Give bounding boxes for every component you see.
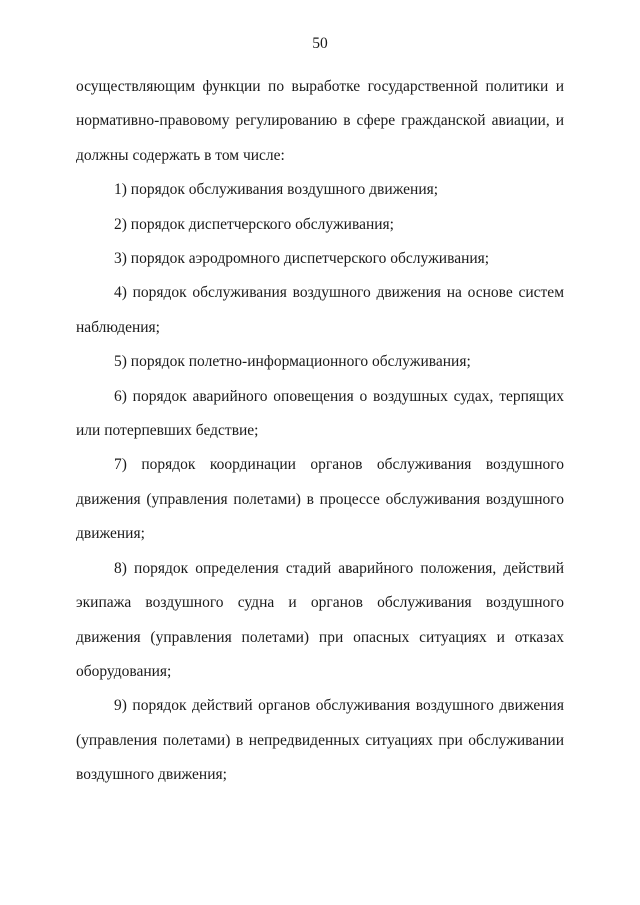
list-item-5: 5) порядок полетно-информационного обслуживания; xyxy=(114,353,471,371)
list-item-4: 4) порядок обслуживания воздушного движения на основе систем наблюдения; xyxy=(76,284,564,336)
list-item-9: 9) порядок действий органов обслуживания воздушного движения (управления полетами) в непредвиденных ситуациях при обслуживании воздушного движения; xyxy=(76,697,564,784)
paragraph-continuation: осуществляющим функции по выработке государственной политики и нормативно-правовому регулированию в сфере гражданской авиации, и должны содержать в том числе: xyxy=(76,78,564,164)
body-text xyxy=(76,70,564,793)
list-item-1: 1) порядок обслуживания воздушного движения; xyxy=(114,181,439,199)
page-number: 50 xyxy=(312,35,328,52)
list-item-2: 2) порядок диспетчерского обслуживания; xyxy=(114,215,394,233)
list-item-8: 8) порядок определения стадий аварийного положения, действий экипажа воздушного судна и органов обслуживания воздушного движения (управления полетами) при опасных ситуациях и отказах оборудования; xyxy=(76,559,564,680)
list-item-6: 6) порядок аварийного оповещения о воздушных судах, терпящих или потерпевших бедствие; xyxy=(76,387,564,440)
list-item-3: 3) порядок аэродромного диспетчерского обслуживания; xyxy=(114,250,490,268)
list-item-7: 7) порядок координации органов обслуживания воздушного движения (управления полетами) в процессе обслуживания воздушного движения; xyxy=(76,456,564,543)
